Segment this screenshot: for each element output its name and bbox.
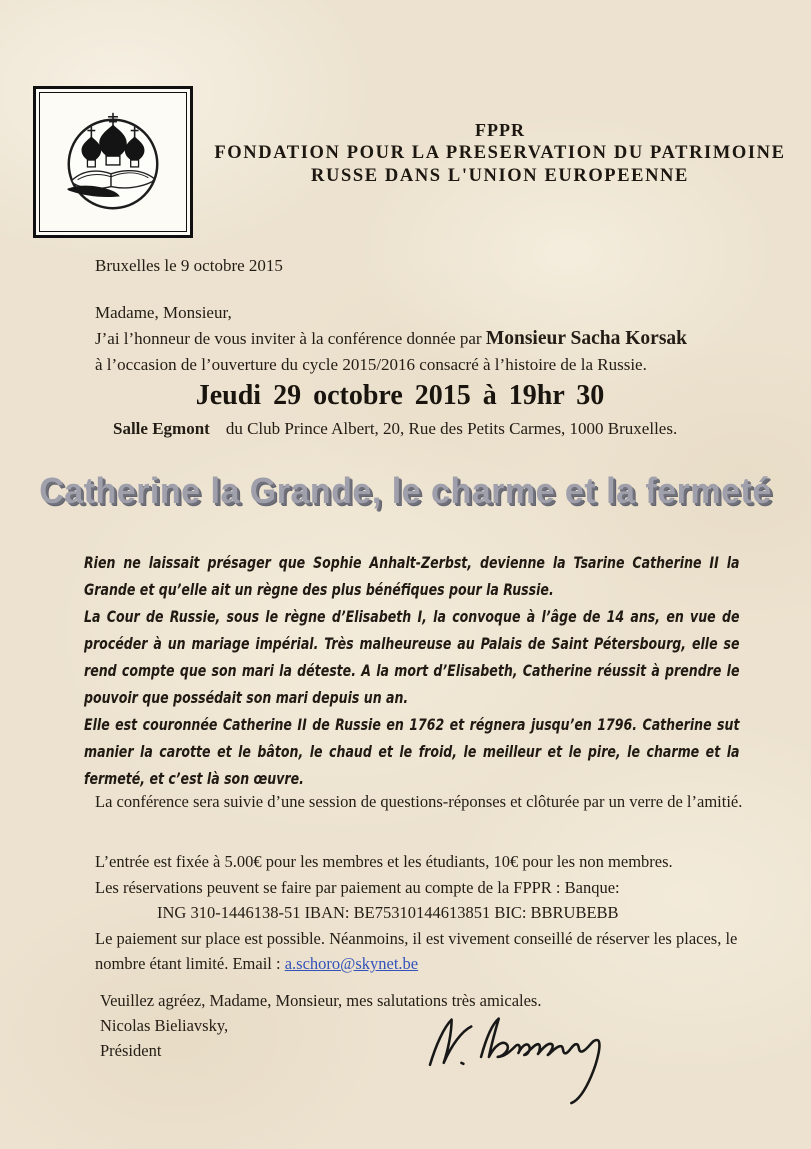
venue-room: Salle Egmont: [113, 419, 210, 438]
church-domes-book-icon: [54, 103, 172, 221]
invite-prefix: J’ai l’honneur de vous inviter à la conférence donnée par: [95, 329, 486, 348]
salutation: Madame, Monsieur,: [95, 303, 232, 322]
fppr-logo: [33, 86, 193, 238]
bio-block: [84, 549, 739, 792]
practical-block: [95, 849, 750, 977]
signature-handwriting: [418, 1000, 658, 1108]
org-name-line-2: RUSSE DANS L'UNION EUROPEENNE: [311, 166, 689, 186]
org-name-line-1: FONDATION POUR LA PRESERVATION DU PATRIMOINE: [214, 143, 786, 163]
reservation-line: Les réservations peuvent se faire par paiement au compte de la FPPR : Banque:: [95, 877, 620, 897]
fppr-logo-frame: [39, 92, 187, 232]
speaker-name: Monsieur Sacha Korsak: [485, 328, 688, 349]
org-acronym: FPPR: [475, 120, 525, 140]
qa-note: La conférence sera suivie d’une session de questions-réponses et clôturée par un verre de l’amitié.: [95, 792, 743, 811]
email-link[interactable]: a.schoro@skynet.be: [284, 954, 419, 973]
intro-block: [95, 300, 750, 378]
bio-paragraph-1: Rien ne laissait présager que Sophie Anhalt-Zerbst, devienne la Tsarine Catherine II la Grande et qu’elle ait un règne des plus bénéfiques pour la Russie.: [84, 553, 740, 599]
bio-paragraph-3: Elle est couronnée Catherine II de Russie en 1762 et régnera jusqu’en 1796. Catherine sut manier la carotte et le bâton, le chaud et le froid, le meilleur et le pire, le charme et la fermeté, et c’est là son œuvre.: [84, 715, 740, 788]
invite-line: [95, 326, 750, 352]
venue-address: du Club Prince Albert, 20, Rue des Petits Carmes, 1000 Bruxelles.: [225, 419, 678, 438]
invite-occasion-line: à l’occasion de l’ouverture du cycle 2015/2016 consacré à l’histoire de la Russie.: [95, 355, 647, 374]
entry-fee-line: L’entrée est fixée à 5.00€ pour les membres et les étudiants, 10€ pour les non membres.: [95, 852, 673, 871]
bank-details-line: ING 310-1446138-51 IBAN: BE75310144613851 BIC: BBRUBEBB: [157, 903, 619, 922]
bio-paragraph-2: La Cour de Russie, sous le règne d’Elisabeth I, la convoque à l’âge de 14 ans, en vue de procéder à un mariage impérial. Très malheureuse au Palais de Saint Pétersbourg, elle se rend compte que son mari la déteste. A la mort d’Elisabeth, Catherine réussit à prendre le pouvoir que possédait son mari depuis un an.: [84, 607, 740, 707]
signer-name: Nicolas Bieliavsky,: [100, 1016, 229, 1035]
venue-line: [113, 419, 677, 439]
payment-note: [95, 926, 750, 977]
dateline: Bruxelles le 9 octobre 2015: [95, 256, 283, 275]
org-header: [200, 119, 800, 188]
conference-title: Catherine la Grande, le charme et la fermeté: [39, 471, 772, 512]
event-datetime: Jeudi 29 octobre 2015 à 19hr 30: [195, 380, 605, 411]
payment-note-text: Le paiement sur place est possible. Néanmoins, il est vivement conseillé de réserver les places, le nombre étant limité. Email :: [95, 928, 738, 973]
closing-line: Veuillez agréez, Madame, Monsieur, mes salutations très amicales.: [100, 991, 542, 1010]
signer-title: Président: [100, 1041, 162, 1060]
